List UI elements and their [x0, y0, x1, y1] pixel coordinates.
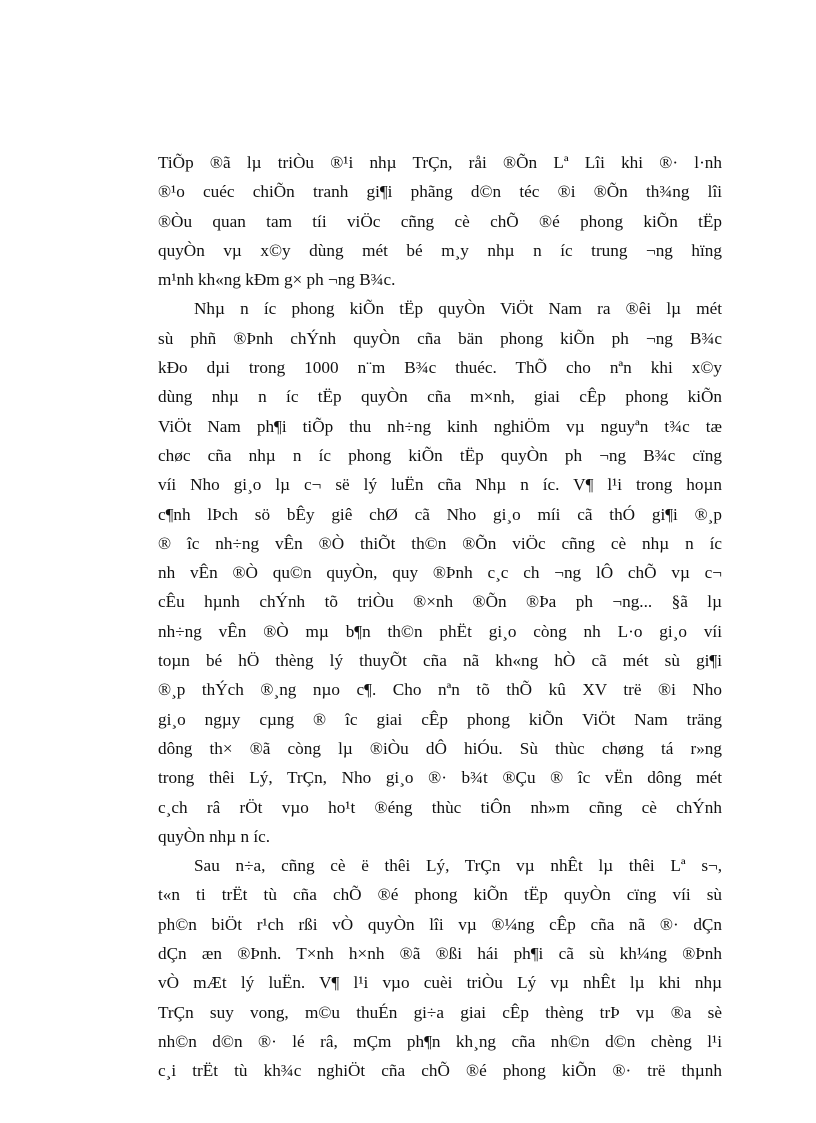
text-line: TrÇn suy vong, m©u thuÉn gi÷a giai cÊp thèng trÞ vµ ®a sè: [158, 1002, 722, 1022]
text-line: nh÷ng vÊn ®Ò mµ b¶n th©n phËt gi¸o còng nh L·o gi¸o víi: [158, 621, 722, 641]
paragraph-1: [158, 148, 722, 294]
text-line: Nhµ n íc phong kiÕn tËp quyÒn ViÖt Nam ra ®êi lµ mét: [194, 299, 722, 319]
text-line: t«n ti trËt tù cña chÕ ®é phong kiÕn tËp quyÒn cïng víi sù: [158, 885, 722, 905]
text-line: nh vÊn ®Ò qu©n quyÒn, quy ®Þnh c¸c ch ¬ng lÔ chÕ vµ c¬: [158, 563, 722, 583]
document-page: [158, 148, 722, 1086]
text-line: kÐo dµi trong 1000 n¨m B¾c thuéc. ThÕ cho nªn khi x©y: [158, 358, 722, 378]
text-line: c¸ch râ rÖt vµo ho¹t ®éng thùc tiÔn nh»m cñng cè chÝnh: [158, 797, 722, 817]
paragraph-3: [158, 851, 722, 1085]
text-line: sù phñ ®Þnh chÝnh quyÒn cña bän phong kiÕn ph ¬ng B¾c: [158, 328, 722, 348]
text-line: ViÖt Nam ph¶i tiÕp thu nh÷ng kinh nghiÖm vµ nguyªn t¾c tæ: [158, 416, 722, 436]
text-line: quyÒn nhµ n íc.: [158, 826, 271, 846]
text-line: ®¸p thÝch ®¸ng nµo c¶. Cho nªn tõ thÕ kû XV trë ®i Nho: [158, 680, 722, 700]
text-line: víi Nho gi¸o lµ c¬ së lý luËn cña Nhµ n íc. V¶ l¹i trong hoµn: [158, 475, 722, 495]
text-line: dùng nhµ n íc tËp quyÒn cña m×nh, giai cÊp phong kiÕn: [158, 387, 722, 407]
paragraph-2: [158, 294, 722, 851]
text-line: chøc cña nhµ n íc phong kiÕn tËp quyÒn ph ¬ng B¾c cïng: [158, 445, 722, 465]
text-line: ® îc nh÷ng vÊn ®Ò thiÕt th©n ®Õn viÖc cñng cè nhµ n íc: [158, 533, 722, 553]
text-line: m¹nh kh«ng kÐm g× ph ¬ng B¾c.: [158, 270, 396, 290]
text-line: c¸i trËt tù kh¾c nghiÖt cña chÕ ®é phong kiÕn ®· trë thµnh: [158, 1061, 722, 1081]
text-line: ph©n biÖt r¹ch rßi vÒ quyÒn lîi vµ ®¼ng cÊp cña nã ®· dÇn: [158, 914, 722, 934]
text-line: ®¹o cuéc chiÕn tranh gi¶i phãng d©n téc ®i ®Õn th¾ng lîi: [158, 182, 722, 202]
text-line: Sau n÷a, cñng cè ë thêi Lý, TrÇn vµ nhÊt lµ thêi Lª s¬,: [194, 856, 722, 876]
text-line: nh©n d©n ®· lé râ, mÇm ph¶n kh¸ng cña nh©n d©n chèng l¹i: [158, 1031, 722, 1051]
text-line: quyÒn vµ x©y dùng mét bé m¸y nhµ n íc trung ¬ng hïng: [158, 240, 722, 260]
text-line: TiÕp ®ã lµ triÒu ®¹i nhµ TrÇn, råi ®Õn Lª Lîi khi ®· l·nh: [158, 153, 722, 172]
text-line: dÇn æn ®Þnh. T×nh h×nh ®ã ®ßi hái ph¶i cã sù kh¼ng ®Þnh: [158, 944, 722, 964]
text-line: trong thêi Lý, TrÇn, Nho gi¸o ®· b¾t ®Çu ® îc vËn dông mét: [158, 768, 722, 788]
text-line: dông th× ®ã còng lµ ®iÒu dÔ hiÓu. Sù thùc chøng tá r»ng: [158, 738, 722, 758]
text-line: vÒ mÆt lý luËn. V¶ l¹i vµo cuèi triÒu Lý vµ nhÊt lµ khi nhµ: [158, 973, 722, 993]
text-line: cÊu hµnh chÝnh tõ triÒu ®×nh ®Õn ®Þa ph ¬ng... §ã lµ: [158, 592, 722, 612]
text-line: gi¸o ngµy cµng ® îc giai cÊp phong kiÕn ViÖt Nam träng: [158, 709, 722, 729]
text-line: toµn bé hÖ thèng lý thuyÕt cña nã kh«ng hÒ cã mét sù gi¶i: [158, 651, 722, 671]
text-line: c¶nh lÞch sö bÊy giê chØ cã Nho gi¸o míi cã thÓ gi¶i ®¸p: [158, 504, 722, 524]
text-line: ®Òu quan tam tíi viÖc cñng cè chÕ ®é phong kiÕn tËp: [158, 211, 722, 231]
